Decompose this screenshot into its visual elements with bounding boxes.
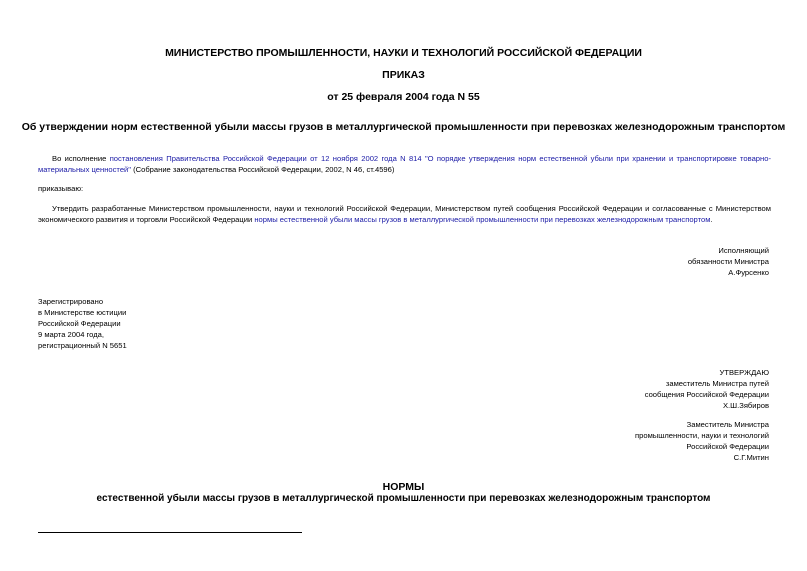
document-type: ПРИКАЗ: [382, 69, 425, 81]
registration-line: в Министерстве юстиции: [38, 308, 127, 317]
government-resolution-link[interactable]: постановления Правительства Российской Федерации от 12 ноября 2002 года N 814 "О порядке утверждения норм естественной убыли при хранении и транспортировке товарно-материальных ценностей": [38, 154, 771, 174]
ministry-heading: МИНИСТЕРСТВО ПРОМЫШЛЕННОСТИ, НАУКИ И ТЕХНОЛОГИЙ РОССИЙСКОЙ ФЕДЕРАЦИИ: [165, 47, 642, 59]
deputy-line: С.Г.Митин: [733, 453, 769, 462]
deputy-line: Российской Федерации: [686, 442, 769, 451]
approval-line: УТВЕРЖДАЮ: [719, 368, 769, 377]
deputy-block: [635, 419, 769, 463]
approval-line: сообщения Российской Федерации: [644, 390, 769, 399]
paragraph-approve: [38, 203, 771, 225]
registration-line: Российской Федерации: [38, 319, 121, 328]
approval-line: заместитель Министра путей: [665, 379, 769, 388]
norms-title: НОРМЫ: [382, 481, 425, 493]
document-subject: Об утверждении норм естественной убыли массы грузов в металлургической промышленности при перевозках железнодорожным транспортом: [21, 121, 786, 133]
document-date-number: от 25 февраля 2004 года N 55: [327, 91, 480, 103]
approve-prefix: Утвердить разработанные Министерством промышленности, науки и технологий Российской Федерации, Министерством путей сообщения Российской Федерации и согласованные с Министерством экономического развития и торговли Российской Федерации: [38, 204, 771, 224]
deputy-line: промышленности, науки и технологий: [635, 431, 769, 440]
registration-line: Зарегистрировано: [38, 297, 104, 306]
paragraph-order: приказываю:: [38, 184, 84, 193]
paragraph-basis: [38, 153, 771, 175]
norms-subtitle: естественной убыли массы грузов в металлургической промышленности при перевозках железнодорожным транспортом: [96, 493, 711, 504]
approval-line: Х.Ш.Зябиров: [722, 401, 769, 410]
minister-signature: [688, 245, 769, 278]
basis-suffix: (Собрание законодательства Российской Федерации, 2002, N 46, ст.4596): [130, 165, 395, 174]
registration-line: 9 марта 2004 года,: [38, 330, 104, 339]
signature-line: обязанности Министра: [687, 257, 769, 266]
registration-block: [38, 296, 127, 351]
signature-line: А.Фурсенко: [728, 268, 769, 277]
approval-block: [645, 367, 769, 411]
basis-prefix: Во исполнение: [52, 154, 110, 163]
norms-link[interactable]: нормы естественной убыли массы грузов в металлургической промышленности при перевозках железнодорожным транспортом: [254, 215, 711, 224]
signature-line: Исполняющий: [718, 246, 769, 255]
footnote-divider: [38, 532, 302, 533]
deputy-line: Заместитель Министра: [686, 420, 769, 429]
approve-suffix: .: [710, 215, 713, 224]
registration-line: регистрационный N 5651: [38, 341, 127, 350]
